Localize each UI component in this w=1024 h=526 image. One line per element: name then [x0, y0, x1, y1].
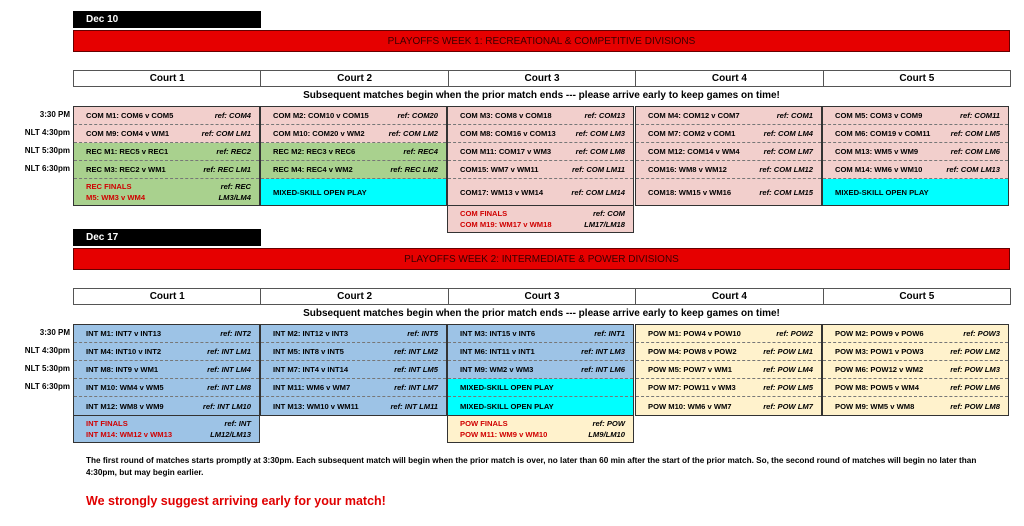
- match-cell: [261, 397, 446, 415]
- match-text: POW M10: WM6 v WM7: [648, 401, 732, 411]
- match-cell: [636, 361, 821, 379]
- match-text: COM18: WM15 v WM16: [648, 187, 732, 197]
- match-text: COM M6: COM19 v COM11: [835, 129, 931, 138]
- ref-text: ref: POW LM5: [763, 383, 813, 392]
- ref-text: ref: INT LM5: [394, 365, 438, 374]
- match-text: COM M1: COM6 v COM5: [86, 111, 174, 120]
- court-column: [635, 324, 822, 416]
- match-text: COM17: WM13 v WM14: [460, 187, 544, 197]
- ref-line: LM9/LM10: [588, 430, 625, 439]
- ref-text: ref: INT LM2: [394, 347, 438, 356]
- match-text: INT M8: INT9 v WM1: [86, 365, 159, 374]
- court-header: Court 2: [260, 70, 448, 87]
- match-text: COM M5: COM3 v COM9: [835, 111, 923, 120]
- match-cell: [448, 161, 633, 179]
- match-line: COM M19: WM17 v WM18: [460, 220, 552, 229]
- finals-box: [447, 415, 634, 443]
- ref-text: ref: COM LM4: [763, 129, 813, 138]
- ref-line: ref: INT: [224, 419, 251, 428]
- ref-text: ref: INT LM6: [581, 365, 625, 374]
- match-cell: [636, 397, 821, 415]
- match-text: [86, 418, 172, 440]
- match-cell: [636, 343, 821, 361]
- match-text: INT M4: INT10 v INT2: [86, 347, 162, 356]
- match-text: COM M2: COM10 v COM15: [273, 111, 369, 120]
- match-text: COM M3: COM8 v COM18: [460, 111, 552, 120]
- ref-line: LM17/LM18: [584, 220, 625, 229]
- match-cell: [74, 161, 259, 179]
- match-line: M5: WM3 v WM4: [86, 193, 146, 202]
- court-column: [260, 324, 447, 416]
- ref-text: ref: COM LM14: [571, 187, 625, 197]
- ref-line: LM3/LM4: [218, 193, 251, 202]
- match-text: POW M1: POW4 v POW10: [648, 329, 741, 338]
- match-cell: [261, 107, 446, 125]
- match-text: COM16: WM8 v WM12: [648, 165, 727, 174]
- match-cell: [74, 125, 259, 143]
- week1-court-headers: [73, 70, 1010, 87]
- ref-line: ref: REC: [220, 182, 251, 191]
- court-header: Court 2: [260, 288, 448, 305]
- ref-line: ref: COM: [592, 209, 625, 218]
- open-play-cell: [448, 397, 633, 415]
- match-text: MIXED-SKILL OPEN PLAY: [835, 187, 929, 197]
- ref-text: ref: INT LM3: [581, 347, 625, 356]
- match-cell: [823, 361, 1008, 379]
- ref-text: ref: POW LM8: [950, 401, 1000, 411]
- time-label: NLT 4:30pm: [24, 128, 70, 137]
- match-text: POW M8: POW5 v WM4: [835, 383, 919, 392]
- ref-text: ref: POW2: [776, 329, 813, 338]
- match-text: POW M9: WM5 v WM8: [835, 401, 915, 411]
- match-text: POW M2: POW9 v POW6: [835, 329, 924, 338]
- match-cell: [636, 143, 821, 161]
- court-column: [635, 106, 822, 206]
- match-cell: [74, 107, 259, 125]
- match-text: MIXED-SKILL OPEN PLAY: [273, 187, 367, 197]
- ref-text: [588, 418, 625, 440]
- match-cell: [636, 161, 821, 179]
- ref-text: ref: INT LM10: [202, 401, 251, 411]
- match-text: INT M7: INT4 v INT14: [273, 365, 349, 374]
- match-text: COM M9: COM4 v WM1: [86, 129, 170, 138]
- ref-text: ref: INT5: [407, 329, 438, 338]
- open-play-cell: [823, 179, 1008, 205]
- court-column: [822, 106, 1009, 206]
- match-cell: [74, 379, 259, 397]
- match-cell: [823, 161, 1008, 179]
- match-cell: [823, 397, 1008, 415]
- week2-note: Subsequent matches begin when the prior match ends --- please arrive early to keep games on time!: [303, 308, 780, 319]
- match-cell: [448, 179, 633, 205]
- ref-text: ref: COM LM8: [575, 147, 625, 156]
- match-text: INT M12: WM8 v WM9: [86, 401, 164, 411]
- ref-text: [584, 208, 625, 230]
- match-line: POW FINALS: [460, 419, 508, 428]
- match-cell: [448, 143, 633, 161]
- match-cell: [74, 179, 259, 205]
- time-label: NLT 6:30pm: [24, 164, 70, 173]
- court-header: Court 5: [823, 288, 1011, 305]
- ref-text: ref: COM13: [584, 111, 625, 120]
- match-text: COM M10: COM20 v WM2: [273, 129, 365, 138]
- ref-text: ref: POW3: [963, 329, 1000, 338]
- time-label: NLT 5:30pm: [24, 364, 70, 373]
- ref-text: ref: COM LM2: [388, 129, 438, 138]
- match-text: COM M11: COM17 v WM3: [460, 147, 552, 156]
- match-text: COM15: WM7 v WM11: [460, 165, 539, 174]
- ref-text: ref: REC LM1: [203, 165, 251, 174]
- match-cell: [636, 125, 821, 143]
- court-column: [260, 106, 447, 206]
- week2-date-tab: Dec 17: [73, 229, 261, 246]
- court-column: [822, 324, 1009, 416]
- match-text: INT M10: WM4 v WM5: [86, 383, 164, 392]
- match-text: COM M7: COM2 v COM1: [648, 129, 736, 138]
- week1-date-tab: Dec 10: [73, 11, 261, 28]
- match-text: COM M8: COM16 v COM13: [460, 129, 556, 138]
- match-cell: [448, 343, 633, 361]
- match-cell: [74, 325, 259, 343]
- match-text: COM M13: WM5 v WM9: [835, 147, 919, 156]
- court-header: Court 4: [635, 288, 823, 305]
- week2-banner: PLAYOFFS WEEK 2: INTERMEDIATE & POWER DIVISIONS: [73, 248, 1010, 270]
- match-cell: [261, 125, 446, 143]
- match-cell: [448, 416, 633, 442]
- match-text: INT M13: WM10 v WM11: [273, 401, 359, 411]
- match-text: MIXED-SKILL OPEN PLAY: [460, 383, 554, 392]
- match-text: REC M1: REC5 v REC1: [86, 147, 169, 156]
- match-line: POW M11: WM9 v WM10: [460, 430, 548, 439]
- ref-text: ref: INT LM11: [390, 401, 438, 411]
- match-cell: [823, 379, 1008, 397]
- match-cell: [74, 397, 259, 415]
- match-cell: [636, 179, 821, 205]
- ref-text: ref: POW LM7: [763, 401, 813, 411]
- time-label: 3:30 PM: [39, 110, 70, 119]
- match-cell: [636, 107, 821, 125]
- match-cell: [448, 206, 633, 232]
- ref-text: ref: COM LM13: [946, 165, 1000, 174]
- match-cell: [448, 325, 633, 343]
- ref-text: ref: INT LM1: [207, 347, 251, 356]
- match-line: INT M14: WM12 v WM13: [86, 430, 173, 439]
- match-cell: [74, 361, 259, 379]
- match-cell: [261, 379, 446, 397]
- ref-text: ref: COM LM15: [759, 187, 813, 197]
- week1-banner: PLAYOFFS WEEK 1: RECREATIONAL & COMPETITIVE DIVISIONS: [73, 30, 1010, 52]
- court-header: Court 4: [635, 70, 823, 87]
- match-text: COM M14: WM6 v WM10: [835, 165, 923, 174]
- ref-text: ref: INT2: [220, 329, 251, 338]
- match-text: REC M2: REC3 v REC6: [273, 147, 356, 156]
- time-label: NLT 5:30pm: [24, 146, 70, 155]
- match-line: REC FINALS: [86, 182, 132, 191]
- match-text: INT M6: INT11 v INT1: [460, 347, 535, 356]
- court-header: Court 5: [823, 70, 1011, 87]
- match-text: POW M5: POW7 v WM1: [648, 365, 732, 374]
- match-text: INT M3: INT15 v INT6: [460, 329, 536, 338]
- time-label: NLT 4:30pm: [24, 346, 70, 355]
- match-cell: [261, 361, 446, 379]
- ref-text: ref: INT LM7: [394, 383, 438, 392]
- ref-text: ref: COM1: [776, 111, 813, 120]
- match-cell: [823, 343, 1008, 361]
- finals-box: [73, 415, 260, 443]
- match-cell: [261, 343, 446, 361]
- finals-box: [447, 205, 634, 233]
- match-text: REC M4: REC4 v WM2: [273, 165, 353, 174]
- ref-text: ref: COM20: [397, 111, 438, 120]
- court-column: [447, 106, 634, 206]
- ref-line: ref: POW: [592, 419, 625, 428]
- match-cell: [74, 343, 259, 361]
- match-text: POW M7: POW11 v WM3: [648, 383, 736, 392]
- match-text: [460, 208, 552, 230]
- match-line: INT FINALS: [86, 419, 128, 428]
- ref-text: ref: REC4: [403, 147, 438, 156]
- ref-text: ref: REC LM2: [390, 165, 438, 174]
- ref-text: [210, 418, 251, 440]
- time-label: NLT 6:30pm: [24, 382, 70, 391]
- court-header: Court 1: [73, 70, 261, 87]
- ref-text: ref: POW LM3: [950, 365, 1000, 374]
- match-text: MIXED-SKILL OPEN PLAY: [460, 401, 554, 411]
- match-line: COM FINALS: [460, 209, 508, 218]
- match-cell: [448, 125, 633, 143]
- ref-text: ref: POW LM4: [763, 365, 813, 374]
- match-cell: [74, 143, 259, 161]
- ref-text: ref: INT LM8: [207, 383, 251, 392]
- ref-text: ref: COM4: [214, 111, 251, 120]
- ref-text: ref: COM LM7: [763, 147, 813, 156]
- ref-text: ref: INT1: [594, 329, 625, 338]
- footer-suggestion: We strongly suggest arriving early for your match!: [86, 494, 386, 508]
- ref-text: ref: COM LM5: [950, 129, 1000, 138]
- court-column: [73, 106, 260, 206]
- match-text: [86, 181, 145, 203]
- ref-text: ref: POW LM2: [950, 347, 1000, 356]
- ref-text: ref: COM LM12: [759, 165, 813, 174]
- match-text: [460, 418, 547, 440]
- match-text: INT M11: WM6 v WM7: [273, 383, 351, 392]
- match-cell: [823, 107, 1008, 125]
- match-cell: [636, 379, 821, 397]
- time-label: 3:30 PM: [39, 328, 70, 337]
- court-header: Court 3: [448, 288, 636, 305]
- match-text: POW M6: POW12 v WM2: [835, 365, 924, 374]
- match-cell: [823, 125, 1008, 143]
- match-cell: [823, 325, 1008, 343]
- match-cell: [448, 107, 633, 125]
- ref-text: ref: POW LM1: [763, 347, 813, 356]
- week2-court-headers: [73, 288, 1010, 305]
- open-play-cell: [448, 379, 633, 397]
- match-text: POW M4: POW8 v POW2: [648, 347, 737, 356]
- open-play-cell: [261, 179, 446, 205]
- ref-line: LM12/LM13: [210, 430, 251, 439]
- ref-text: ref: INT LM4: [207, 365, 251, 374]
- match-text: INT M5: INT8 v INT5: [273, 347, 344, 356]
- footer-paragraph: The first round of matches starts promptly at 3:30pm. Each subsequent match will begin when the prior match is over, no later than 60 min after the start of the prior match. So, the second round of matches will begin no later than 4:30pm, but may begin earlier.: [86, 456, 977, 477]
- match-text: POW M3: POW1 v POW3: [835, 347, 924, 356]
- match-cell: [636, 325, 821, 343]
- ref-text: ref: COM LM3: [575, 129, 625, 138]
- court-header: Court 3: [448, 70, 636, 87]
- week1-note: Subsequent matches begin when the prior match ends --- please arrive early to keep games on time!: [303, 90, 780, 101]
- ref-text: ref: COM LM11: [571, 165, 625, 174]
- ref-text: ref: POW LM6: [950, 383, 1000, 392]
- match-text: REC M3: REC2 v WM1: [86, 165, 166, 174]
- ref-text: ref: COM11: [960, 111, 1000, 120]
- ref-text: ref: COM LM6: [950, 147, 1000, 156]
- court-header: Court 1: [73, 288, 261, 305]
- ref-text: ref: COM LM1: [201, 129, 251, 138]
- match-text: INT M1: INT7 v INT13: [86, 329, 162, 338]
- court-column: [73, 324, 260, 416]
- ref-text: [219, 181, 252, 203]
- match-text: INT M9: WM2 v WM3: [460, 365, 534, 374]
- match-cell: [261, 161, 446, 179]
- match-cell: [823, 143, 1008, 161]
- match-cell: [448, 361, 633, 379]
- match-text: COM M12: COM14 v WM4: [648, 147, 740, 156]
- match-cell: [261, 143, 446, 161]
- match-text: INT M2: INT12 v INT3: [273, 329, 349, 338]
- match-cell: [261, 325, 446, 343]
- ref-text: ref: REC2: [216, 147, 251, 156]
- court-column: [447, 324, 634, 416]
- match-text: COM M4: COM12 v COM7: [648, 111, 740, 120]
- match-cell: [74, 416, 259, 442]
